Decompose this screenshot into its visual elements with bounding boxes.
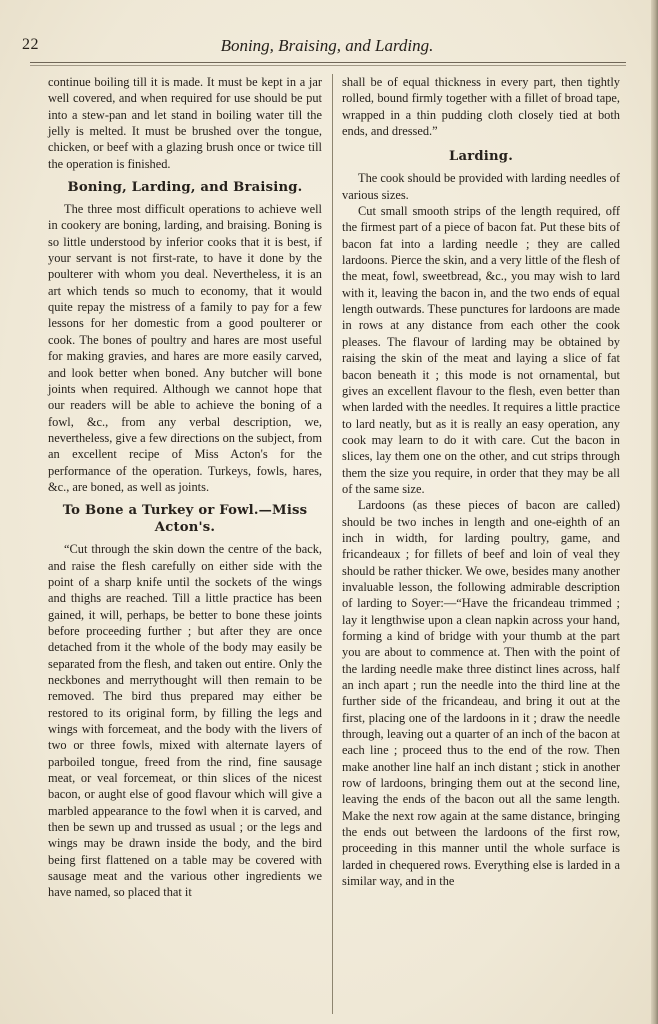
section-heading: To Bone a Turkey or Fowl.—Miss Acton's. — [62, 503, 308, 536]
left-column — [48, 74, 322, 901]
page-edge — [651, 0, 658, 1024]
section-heading: Larding. — [449, 149, 513, 165]
header-rule — [30, 62, 626, 63]
header-rule-secondary — [30, 65, 626, 66]
paragraph: continue boiling till it is made. It must be kept in a jar well covered, and when required for use should be put into a stew-pan and let stand in boiling water till the jelly is melted. It must be brushed over the tongue, chicken, or beef with a glazing brush once or twice till the operation is finished. — [48, 75, 322, 171]
paragraph: Cut small smooth strips of the length required, off the firmest part of a piece of bacon fat. Put these bits of bacon fat into a larding needle ; they are called lardoons. Pierce the skin, and a very little of the flesh of the meat, fowl, sweetbread, &c., you may wish to lard with it, leaving the bacon in, and the two ends of equal length outwards. These punctures for lardoons are made in rows at any distance from each other the cook pleases. The flavour of larding may be obtained by raising the skin of the meat and laying a slice of fat bacon beneath it ; this mode is not ornamental, but gives an excellent flavour to the flesh, even better than when larded with the needles. It requires a little practice to lard neatly, but as it is really an easy operation, any cook may learn to do it with care. Cut the bacon in slices, lay them one on the other, and cut strips through them the size you require, in order that they may be all of the same size. — [342, 204, 620, 496]
column-divider — [332, 74, 333, 1014]
paragraph: The three most difficult operations to achieve well in cookery are boning, larding, and braising. Boning is so little understood by inferior cooks that it is best, if your servant is not first-rate, to have it done by the poulterer with whom you deal. Nevertheless, it is an art which tends so much to economy, that it would quite repay the mistress of a family to pay for a few lessons for her domestic from a good poulterer or cook. The bones of poultry and hares are most useful for making gravies, and hares are more easily carved, and look better when boned. Any butcher will bone joints when required. Although we cannot hope that our readers will be able to achieve the boning of a fowl, &c., from any verbal description, we, nevertheless, give a few directions on the subject, from an excellent recipe of Miss Acton's for the performance of the operation. Turkeys, fowls, hares, &c., are boned, as well as joints. — [48, 202, 322, 494]
paragraph: shall be of equal thickness in every part, then tightly rolled, bound firmly together with a fillet of broad tape, wrapped in a thin pudding cloth closely tied at both ends, and dressed.” — [342, 75, 620, 139]
right-column — [342, 74, 620, 890]
page-header — [22, 36, 632, 64]
page-number: 22 — [22, 36, 39, 53]
paragraph: The cook should be provided with larding needles of various sizes. — [342, 171, 620, 202]
paragraph: “Cut through the skin down the centre of the back, and raise the flesh carefully on either side with the point of a sharp knife until the sockets of the wings and thighs are reached. Till a little practice has been gained, it will, perhaps, be better to bone these joints before proceeding further ; but after they are once detached from it the whole of the body may easily be separated from the flesh, and taken out entire. Only the neckbones and merrythought will then remain to be removed. The bird thus prepared may either be restored to its original form, by filling the legs and wings with forcemeat, and the body with the livers of two or three fowls, mixed with alternate layers of parboiled tongue, freed from the rind, fine sausage meat, or veal forcemeat, or thin slices of the nicest bacon, or aught else of good flavour which will give a marbled appearance to the fowl when it is carved, and then be sewn up and trussed as usual ; or the legs and wings may be drawn inside the body, and the bird being first flattened on a table may be covered with sausage meat and the various other ingredients we have named, so placed that it — [48, 542, 322, 900]
section-heading: Boning, Larding, and Braising. — [67, 180, 303, 196]
running-head: Boning, Braising, and Larding. — [220, 36, 434, 55]
paragraph: Lardoons (as these pieces of bacon are called) should be two inches in length and one-eighth of an inch in width, for larding poultry, game, and fricandeaux ; for fillets of beef and loin of veal they should be rather thicker. We owe, besides many another invaluable lesson, the following admirable description of larding to Soyer:—“Have the fricandeau trimmed ; lay it lengthwise upon a clean napkin across your hand, forming a kind of bridge with your thumb at the part you are about to commence at. Then with the point of the larding needle make three distinct lines across, half an inch apart ; run the needle into the third line at the further side of the fricandeau, and bring it out at the first, placing one of the lardoons in it ; draw the needle through, leaving out a quarter of an inch of the bacon at each line ; proceed thus to the end of the row. Then make another line half an inch distant ; stick in another row of lardoons, bringing them out at the second line, leaving the ends of the bacon out all the same length. Make the next row again at the same distance, bringing the ends out between the lardoons of the first row, proceeding in this manner until the whole surface is larded in chequered rows. Everything else is larded in a similar way, and in the — [342, 498, 620, 889]
